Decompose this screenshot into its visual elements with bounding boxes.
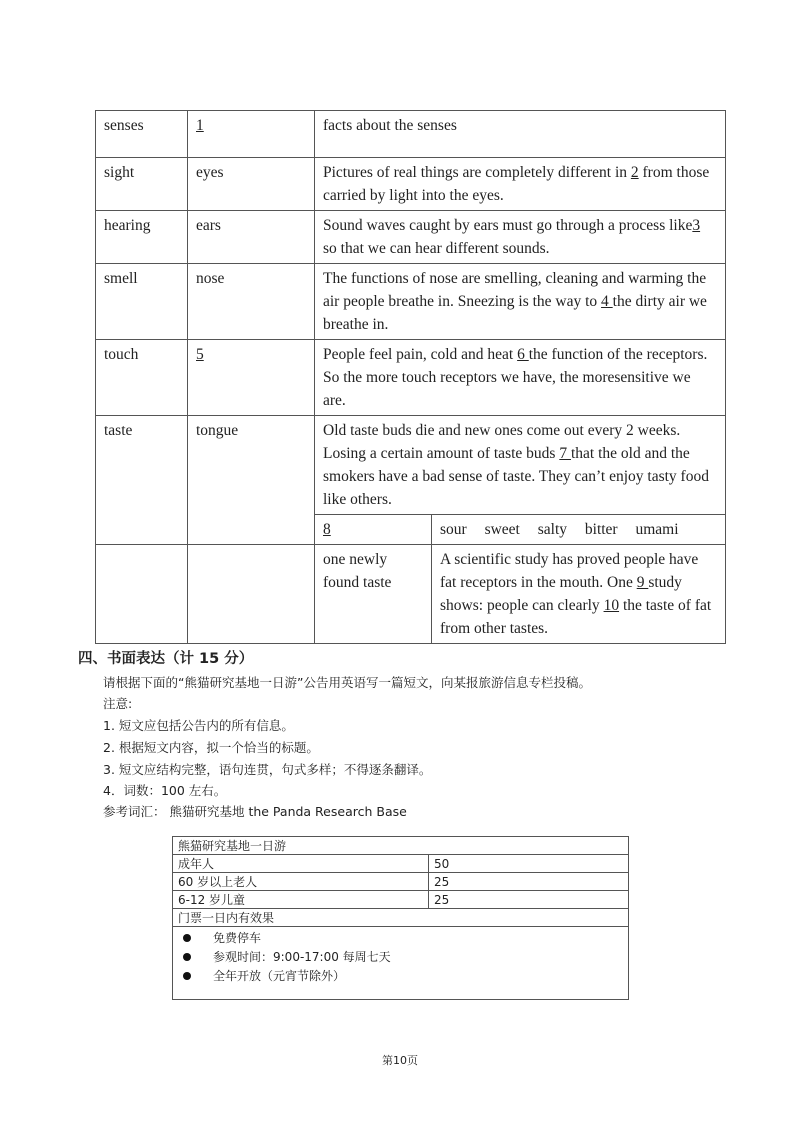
blank-3: 3 (692, 217, 701, 234)
sense-cell: smell (96, 264, 188, 340)
detail-cell: facts about the senses (315, 111, 726, 158)
new-taste-cell: one newly found taste (315, 545, 432, 644)
sense-cell: senses (96, 111, 188, 158)
page-number: 第10页 (382, 1054, 418, 1067)
organ-cell: eyes (188, 158, 315, 211)
sense-cell: hearing (96, 211, 188, 264)
notice-table (172, 836, 629, 1000)
section-intro: 请根据下面的“熊猫研究基地一日游”公告用英语写一篇短文，向某报旅游信息专栏投稿。 (103, 675, 591, 690)
organ-cell: ears (188, 211, 315, 264)
blank-10: 10 (603, 597, 620, 614)
blank-9: 9 (636, 574, 649, 591)
blank-1: 1 (196, 117, 204, 134)
note-label: 注意: (103, 696, 133, 711)
sense-cell: sight (96, 158, 188, 211)
blank-5: 5 (196, 346, 204, 363)
tastes-cell: sour sweet salty bitter umami (432, 515, 726, 545)
blank-2: 2 (630, 164, 639, 181)
sense-cell: taste (96, 416, 188, 545)
bullet-item: 参观时间：9:00-17:00 每周七天 (178, 947, 623, 966)
price-who: 60 岁以上老人 (173, 873, 429, 891)
requirement-item: 1. 短文应包括公告内的所有信息。 (103, 718, 294, 733)
empty-cell (96, 545, 188, 644)
organ-cell (188, 111, 315, 158)
organ-cell: nose (188, 264, 315, 340)
sense-cell: touch (96, 340, 188, 416)
detail-cell: People feel pain, cold and heat 6 the function of the receptors. So the more touch receptors we have, the moresensitive we are. (315, 340, 726, 416)
detail-cell: Pictures of real things are completely different in 2 from those carried by light into the eyes. (315, 158, 726, 211)
price-value: 25 (429, 891, 629, 909)
notice-title: 熊猫研究基地一日游 (173, 837, 629, 855)
bullet-icon (183, 972, 191, 980)
ticket-note: 门票一日内有效果 (173, 909, 629, 927)
vocab-line: 参考词汇： 熊猫研究基地 the Panda Research Base (103, 804, 407, 819)
requirement-item: 2. 根据短文内容，拟一个恰当的标题。 (103, 740, 319, 755)
senses-table (95, 110, 726, 644)
blank-6: 6 (517, 346, 529, 363)
section-title: 四、书面表达（计 15 分） (78, 651, 254, 667)
blank-8: 8 (323, 521, 331, 538)
requirement-item: 4．词数：100 左右。 (103, 783, 227, 798)
bullet-item: 免费停车 (178, 928, 623, 947)
blank-7: 7 (559, 445, 571, 462)
price-value: 25 (429, 873, 629, 891)
bullet-icon (183, 953, 191, 961)
price-who: 6-12 岁儿童 (173, 891, 429, 909)
price-value: 50 (429, 855, 629, 873)
detail-cell: Sound waves caught by ears must go through a process like3 so that we can hear different sounds. (315, 211, 726, 264)
study-cell: A scientific study has proved people have fat receptors in the mouth. One 9 study shows: people can clearly 10 the taste of fat from other tastes. (432, 545, 726, 644)
price-who: 成年人 (173, 855, 429, 873)
bullet-icon (183, 934, 191, 942)
organ-cell: tongue (188, 416, 315, 545)
blank-4: 4 (601, 293, 613, 310)
sub-blank-cell (315, 515, 432, 545)
bullet-item: 全年开放（元宵节除外） (178, 966, 623, 985)
requirement-item: 3. 短文应结构完整，语句连贯，句式多样；不得逐条翻译。 (103, 762, 432, 777)
empty-cell (188, 545, 315, 644)
organ-cell (188, 340, 315, 416)
detail-cell: The functions of nose are smelling, cleaning and warming the air people breathe in. Sneezing is the way to 4 the dirty air we breathe in. (315, 264, 726, 340)
notice-bullets (173, 927, 629, 1000)
detail-cell: Old taste buds die and new ones come out every 2 weeks. Losing a certain amount of taste buds 7 that the old and the smokers have a bad sense of taste. They can’t enjoy tasty food like others. (315, 416, 726, 515)
